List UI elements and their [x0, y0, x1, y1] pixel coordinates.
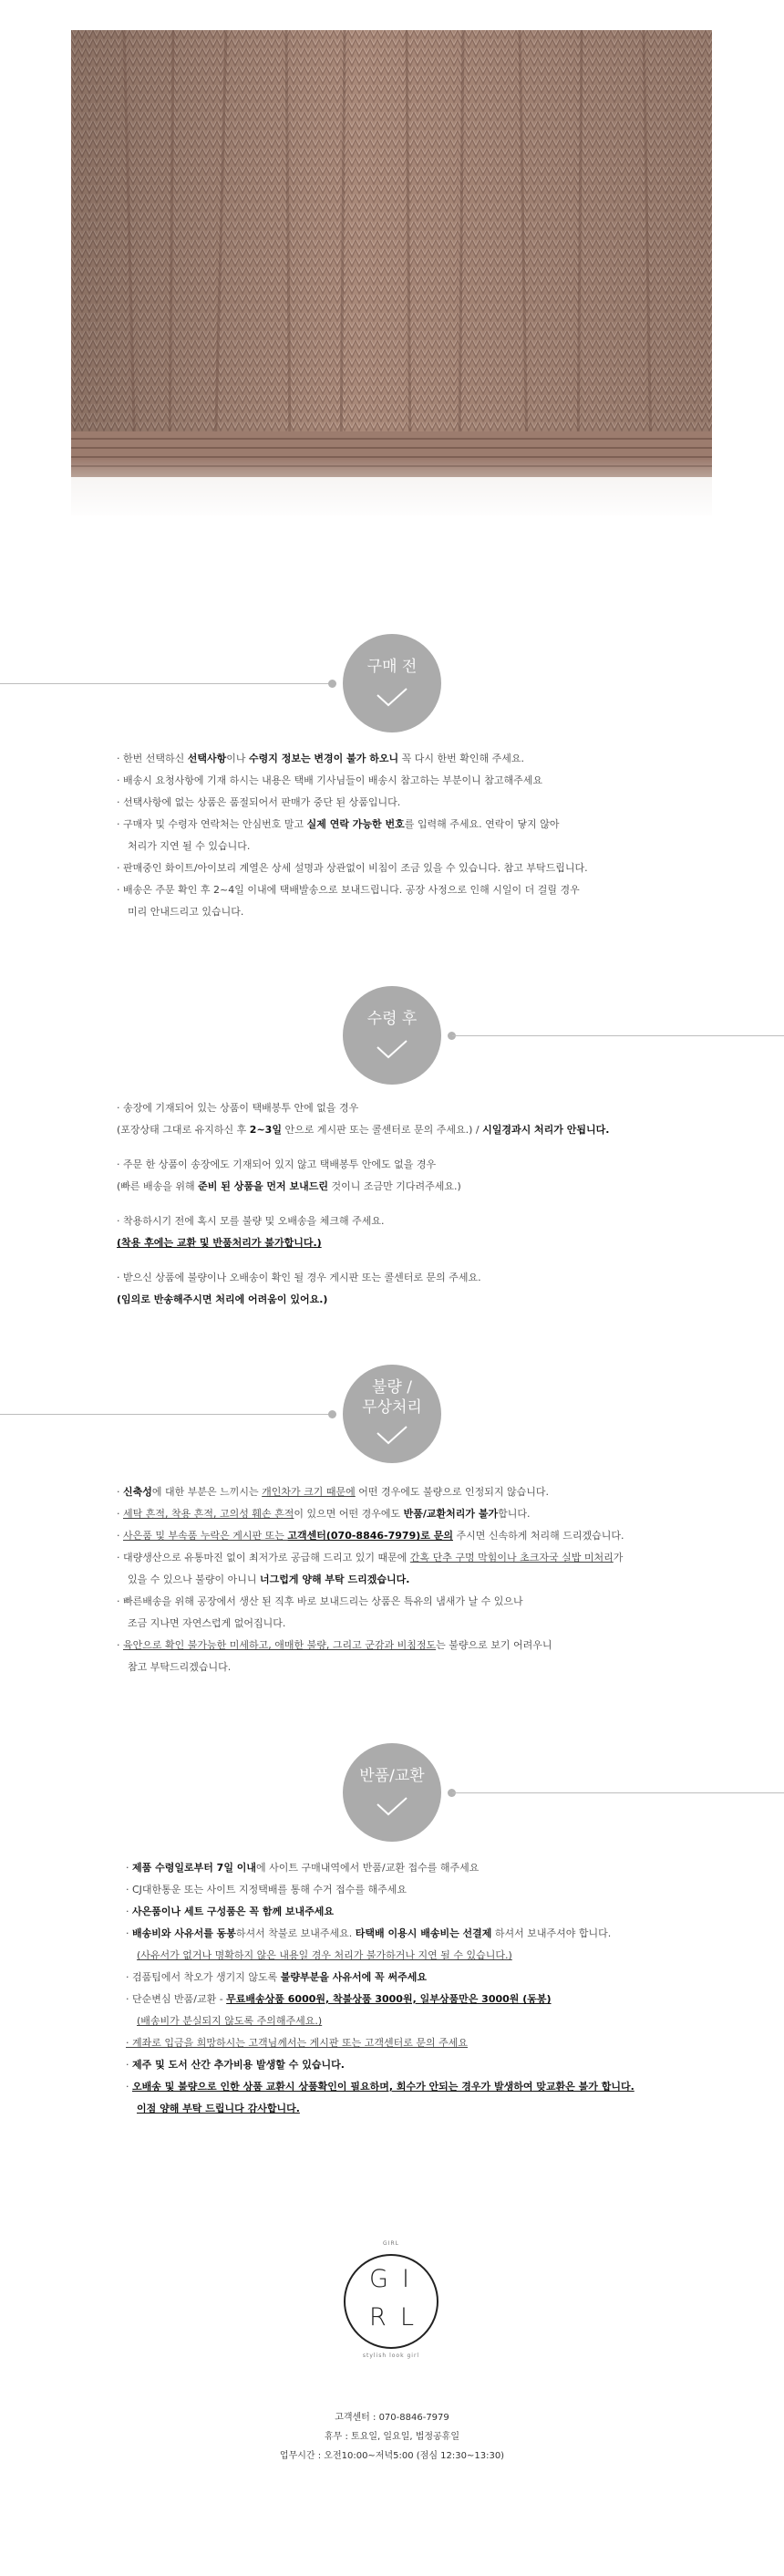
- logo-letter: L: [400, 2303, 415, 2332]
- notice-text: 참고 부탁드리겠습니다.: [128, 1661, 232, 1673]
- notice-text: · 송장에 기재되어 있는 상품이 택배봉투 안에 없을 경우: [117, 1102, 359, 1114]
- section-head-after-receipt: [0, 986, 784, 1086]
- notice-text: ·: [117, 1508, 123, 1520]
- section-title: 수령 후: [366, 1010, 418, 1028]
- notice-item: [117, 748, 588, 770]
- notice-text: 는 불량으로 보기 어려우니: [436, 1639, 552, 1651]
- notice-text: (임의로 반송해주시면 처리에 어려움이 있어요.): [117, 1293, 328, 1305]
- notice-item: [117, 879, 588, 901]
- notice-text: 합니다.: [498, 1508, 531, 1520]
- section-badge: [343, 986, 441, 1085]
- notice-text: · 구매자 및 수령자 연락처는 안심번호 말고: [117, 818, 307, 830]
- notice-text: · 주문 한 상품이 송장에도 기재되어 있지 않고 택배봉투 안에도 없을 경우: [117, 1158, 437, 1170]
- notice-item: [117, 1657, 624, 1678]
- notice-item: [117, 1176, 609, 1198]
- notice-item: [117, 1210, 609, 1232]
- divider-line: [0, 683, 330, 684]
- divider-line: [452, 1035, 784, 1036]
- list-gap: [117, 1254, 609, 1267]
- notice-text: · 한번 선택하신: [117, 753, 188, 764]
- logo-letter: G: [369, 2265, 388, 2293]
- notice-text: 미리 안내드리고 있습니다.: [128, 906, 244, 918]
- notice-item: [126, 1879, 634, 1901]
- notice-text: 에 대한 부분은 느끼시는: [151, 1486, 263, 1498]
- logo-letter: I: [402, 2265, 409, 2293]
- notice-item: [117, 770, 588, 792]
- notice-text: ·: [126, 2059, 132, 2071]
- notice-text: 세탁 흔적, 착용 흔적, 고의성 훼손 흔적: [123, 1508, 294, 1520]
- notice-item: [126, 2010, 634, 2032]
- section-badge: [343, 1743, 441, 1842]
- notice-text: 있을 수 있으나 불량이 아니니: [128, 1574, 260, 1585]
- notice-text: 준비 된 상품을 먼저 보내드린: [198, 1180, 329, 1192]
- knit-fabric-image: [71, 30, 712, 515]
- notice-text: 간혹 단추 구멍 막힘이나 초크자국 실밥 미처리: [409, 1552, 614, 1563]
- list-gap: [117, 1141, 609, 1154]
- notice-text: (포장상태 그대로 유지하신 후: [117, 1124, 250, 1136]
- notice-item: [126, 1901, 634, 1923]
- notice-text: ·: [126, 2081, 132, 2093]
- check-icon: [376, 1796, 408, 1816]
- notice-text: ·: [117, 1639, 123, 1651]
- notice-text: · 받으신 상품에 불량이나 오배송이 확인 될 경우 게시판 또는 콜센터로 문의 주세요.: [117, 1272, 481, 1283]
- section-title: 반품/교환: [359, 1767, 425, 1785]
- notice-text: 2~3일: [249, 1124, 282, 1136]
- logo-letter: R: [369, 2303, 387, 2332]
- notice-text: · 배송은 주문 확인 후 2~4일 이내에 택배발송으로 보내드립니다. 공장 사정으로 인해 시일이 더 걸릴 경우: [117, 884, 580, 896]
- notice-text: 불량부분을 사유서에 꼭 써주세요: [280, 1971, 428, 1983]
- notice-text: 실제 연락 가능한 번호: [306, 818, 405, 830]
- notice-item: [117, 1547, 624, 1569]
- notice-item: [117, 1635, 624, 1657]
- notice-item: [117, 1613, 624, 1635]
- notice-item: [117, 814, 588, 836]
- notice-text: 에 사이트 구매내역에서 반품/교환 접수를 해주세요: [256, 1862, 480, 1874]
- return-notice-list: [126, 1857, 634, 2120]
- cs-hours: 업무시간 : 오전10:00~저녁5:00 (점심 12:30~13:30): [279, 2451, 505, 2461]
- check-icon: [376, 687, 408, 707]
- notice-item: [126, 1989, 634, 2010]
- notice-text: 육안으로 확인 불가능한 미세하고, 애매한 불량, 그리고 군감과 비침정도: [123, 1639, 437, 1651]
- logo-bottom-text: stylish look girl: [362, 2353, 420, 2359]
- product-detail-photo: [71, 30, 712, 515]
- defect-notice-list: [117, 1481, 624, 1678]
- divider-dot: [328, 1410, 336, 1418]
- notice-text: · 선택사항에 없는 상품은 품절되어서 판매가 중단 된 상품입니다.: [117, 796, 401, 808]
- notice-text: 선택사항: [187, 753, 227, 764]
- section-title-line1: 불량 /: [372, 1378, 412, 1397]
- notice-item: [117, 836, 588, 857]
- notice-text: 제주 및 도서 산간 추가비용 발생할 수 있습니다.: [132, 2059, 345, 2071]
- notice-item: [117, 1154, 609, 1176]
- notice-text: 처리가 지연 될 수 있습니다.: [128, 840, 251, 852]
- after-receipt-notice-list: [117, 1097, 609, 1311]
- cs-phone: 고객센터 : 070-8846-7979: [335, 2413, 449, 2423]
- notice-text: · 빠른배송을 위해 공장에서 생산 된 직후 바로 보내드리는 상품은 특유의 냄새가 날 수 있으나: [117, 1595, 523, 1607]
- notice-text: 오배송 및 불량으로 인한 상품 교환시 상품확인이 필요하며, 회수가 안되는 경우가 발생하여 맞교환은 불가 합니다.: [132, 2081, 634, 2093]
- notice-text: · 계좌로 입금을 희망하시는 고객님께서는 게시판 또는 고객센터로 문의 주세요: [126, 2037, 468, 2049]
- divider-line: [452, 1792, 784, 1793]
- brand-logo: [341, 2240, 441, 2359]
- before-purchase-notice-list: [117, 748, 588, 923]
- notice-text: 사은품이나 세트 구성품은 꼭 함께 보내주세요: [132, 1906, 335, 1917]
- notice-text: · 배송시 요청사항에 기재 하시는 내용은 택배 기사님들이 배송시 참고하는 부분이니 참고해주세요: [117, 774, 542, 786]
- notice-text: 고객센터(070-8846-7979)로 문의: [287, 1530, 453, 1542]
- notice-text: (사유서가 없거나 명확하지 않은 내용일 경우 처리가 불가하거나 지연 될 수 있습니다.): [137, 1949, 512, 1961]
- notice-item: [117, 1267, 609, 1289]
- notice-text: 반품/교환처리가 불가: [403, 1508, 499, 1520]
- notice-item: [117, 1232, 609, 1254]
- notice-text: (착용 후에는 교환 및 반품처리가 불가합니다.): [117, 1237, 322, 1249]
- divider-dot: [328, 680, 336, 688]
- notice-item: [126, 2032, 634, 2054]
- notice-text: 를 입력해 주세요. 연락이 닿지 않아: [404, 818, 560, 830]
- notice-text: ·: [126, 1862, 132, 1874]
- notice-text: 주시면 신속하게 처리해 드리겠습니다.: [452, 1530, 624, 1542]
- notice-text: 안으로 게시판 또는 콜센터로 문의 주세요.) /: [281, 1124, 483, 1136]
- notice-text: · 판매중인 화이트/아이보리 계열은 상세 설명과 상관없이 비침이 조금 있을 수 있습니다. 참고 부탁드립니다.: [117, 862, 588, 874]
- notice-item: [117, 901, 588, 923]
- notice-text: 이나: [226, 753, 250, 764]
- notice-text: · 대량생산으로 유통마진 없이 최저가로 공급해 드리고 있기 때문에: [117, 1552, 410, 1563]
- notice-text: 제품 수령일로부터 7일 이내: [132, 1862, 257, 1874]
- customer-service-info: [0, 2408, 784, 2466]
- check-icon: [376, 1039, 408, 1059]
- notice-text: 가: [613, 1552, 624, 1563]
- notice-text: ·: [117, 1530, 123, 1542]
- notice-text: 개인차가 크기 때문에: [262, 1486, 356, 1498]
- notice-item: [117, 1097, 609, 1119]
- notice-text: 조금 지나면 자연스럽게 없어집니다.: [128, 1617, 286, 1629]
- notice-text: 어떤 경우에도 불량으로 인정되지 않습니다.: [355, 1486, 550, 1498]
- notice-text: 배송비와 사유서를 동봉: [132, 1927, 236, 1939]
- list-gap: [117, 1198, 609, 1210]
- notice-item: [126, 2054, 634, 2076]
- notice-text: · 검품팀에서 착오가 생기지 않도록: [126, 1971, 281, 1983]
- notice-text: 이점 양해 부탁 드립니다 감사합니다.: [137, 2103, 300, 2114]
- logo-top-text: GIRL: [383, 2240, 399, 2247]
- notice-item: [126, 1923, 634, 1945]
- notice-item: [126, 1857, 634, 1879]
- notice-item: [117, 792, 588, 814]
- logo-ring: [344, 2254, 438, 2349]
- notice-text: 이 있으면 어떤 경우에도: [294, 1508, 404, 1520]
- notice-text: (배송비가 분실되지 않도록 주의해주세요.): [137, 2015, 323, 2027]
- section-badge: [343, 634, 441, 732]
- notice-item: [126, 1945, 634, 1967]
- notice-text: 사은품 및 부속품 누락은 게시판 또는: [123, 1530, 288, 1542]
- notice-text: 하셔서 착불로 보내주세요.: [235, 1927, 356, 1939]
- notice-item: [117, 1569, 624, 1591]
- notice-item: [117, 1119, 609, 1141]
- notice-text: 시일경과시 처리가 안됩니다.: [482, 1124, 610, 1136]
- notice-text: ·: [117, 1486, 123, 1498]
- notice-item: [117, 1289, 609, 1311]
- notice-text: 너그럽게 양해 부탁 드리겠습니다.: [260, 1574, 410, 1585]
- notice-text: · 단순변심 반품/교환 -: [126, 1993, 227, 2005]
- section-badge: [343, 1365, 441, 1463]
- check-icon: [376, 1425, 408, 1445]
- section-head-return: [0, 1743, 784, 1844]
- notice-item: [117, 1525, 624, 1547]
- notice-text: ·: [126, 1927, 132, 1939]
- notice-text: · 착용하시기 전에 혹시 모를 불량 및 오배송을 체크해 주세요.: [117, 1215, 385, 1227]
- notice-item: [126, 1967, 634, 1989]
- notice-text: (빠른 배송을 위해: [117, 1180, 199, 1192]
- notice-item: [117, 857, 588, 879]
- notice-item: [117, 1481, 624, 1503]
- section-head-before-purchase: [0, 634, 784, 734]
- section-head-defect: [0, 1365, 784, 1465]
- notice-text: 타택배 이용시 배송비는 선결제: [355, 1927, 492, 1939]
- notice-item: [126, 2098, 634, 2120]
- notice-text: 꼭 다시 한번 확인해 주세요.: [398, 753, 524, 764]
- section-title-line2: 무상처리: [362, 1398, 422, 1417]
- notice-text: · CJ대한통운 또는 사이트 지정택배를 통해 수거 접수를 해주세요: [126, 1884, 407, 1896]
- notice-item: [126, 2076, 634, 2098]
- notice-text: ·: [126, 1906, 132, 1917]
- divider-line: [0, 1414, 330, 1415]
- cs-holidays: 휴무 : 토요일, 일요일, 법정공휴일: [324, 2432, 460, 2442]
- notice-text: 무료배송상품 6000원, 착불상품 3000원, 일부상품만은 3000원 (동봉): [226, 1993, 552, 2005]
- notice-text: 것이니 조금만 기다려주세요.): [328, 1180, 461, 1192]
- section-title: 구매 전: [366, 658, 418, 676]
- notice-text: 신축성: [123, 1486, 152, 1498]
- notice-item: [117, 1503, 624, 1525]
- notice-text: 수령지 정보는 변경이 불가 하오니: [249, 753, 399, 764]
- notice-text: 하셔서 보내주셔야 합니다.: [491, 1927, 612, 1939]
- notice-item: [117, 1591, 624, 1613]
